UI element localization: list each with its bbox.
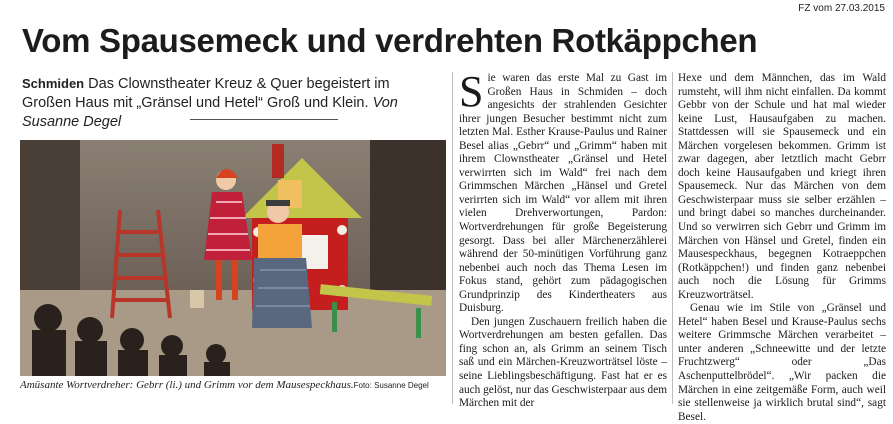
caption-text: Amüsante Wortverdreher: Gebrr (li.) und Grimm vor dem Mausespeckhaus. [20, 379, 354, 391]
teaser-rule [190, 119, 338, 120]
column-divider [452, 72, 453, 404]
teaser [22, 74, 442, 132]
paragraph: Genau wie im Stile von „Gränsel und Hetel“ haben Besel und Krause-Paulus sechs weitere Grimmsche Märchen verarbeitet – unter anderen „Schneewitte und der letzte Fruchtzwerg“ oder „Das Aschenputtelbrödel“. „Wir packen die Märchen in eine zeitgemäße Form, auch weil sie stellenweise ja wirklich brutal sind“, sagt Besel. [678, 302, 886, 423]
photo-caption [20, 379, 450, 391]
teaser-author: Von Susanne Degel [22, 95, 398, 130]
article-column-1 [459, 67, 667, 411]
paragraph: Hexe und dem Männchen, das im Wald rumsteht, will ihm nicht einfallen. Da kommt Gebbr von der Schule und hat mal wieder keine Lust, Hausaufgaben zu machen. Stattdessen will sie Spausemeck und ein Märchen vorgelesen bekommen. Grimm ist zwar dagegen, aber letztlich macht Gebrr doch keine Hausaufgaben und kriegt ihren Spausemeck. Nur das Märchen von dem Geschwisterpaar muss sie selber erzählen – und bringt dabei so manches durcheinander. Und so verwirren sich Gebrr und Grimm im Märchen von Hänsel und Gretel, finden ein Mausespeckhaus, begegnen Kotraeppchen (Rotkäppchen!) und finden ganz nebenbei auch noch die Lösung für Grimms Kreuzworträtsel. [678, 72, 886, 301]
column-divider [672, 72, 673, 404]
headline: Vom Spausemeck und verdrehten Rotkäppchen [22, 22, 758, 59]
article-column-2 [678, 72, 886, 424]
photo-credit: Foto: Susanne Degel [353, 381, 429, 390]
paragraph: Den jungen Zuschauern freilich haben die Wortverdrehungen am besten gefallen. Das fing schon an, als Grimm an seinem Tisch saß und ein Märchen-Kreuzworträtsel löste – seine Lieblingsbeschäftigung. Fast hat er es auch gelöst, nur das Geschwisterpaar aus dem Märchen mit der [459, 315, 667, 410]
stage-scene-illustration [20, 140, 446, 376]
paragraph: Sie waren das erste Mal zu Gast im Großen Haus in Schmiden – doch angesichts der strahlenden Gesichter ihrer jungen Besucher bestimmt nicht zum letzten Mal. Esther Krause-Paulus und Rainer Besel alias „Gebrr“ und „Grimm“ haben mit ihrem Clownstheater „Gränsel und Hetel verwirrten sich im Wald“ frei nach dem Grimmschen Märchen „Hänsel und Gretel verirrten sich im Wald“ vor allem mit ihren vielen Drehverwortungen, Pardon: Wortverdrehungen für große Begeisterung gesorgt. Dass bei aller Märchenerzählerei während der 50-minütigen Vorführung ganz nebenbei auch noch das Thema Lesen im Fokus stand, gehört zum pädagogischen Grundprinzip des Kindertheaters aus Duisburg. [459, 67, 667, 315]
drop-cap: S [459, 67, 484, 116]
article-photo [20, 140, 446, 376]
teaser-place: Schmiden [22, 76, 85, 91]
teaser-text: Das Clownstheater Kreuz & Quer begeistert im Großen Haus mit „Gränsel und Hetel“ Groß und Klein. [22, 76, 390, 111]
publication-date: FZ vom 27.03.2015 [798, 3, 885, 14]
